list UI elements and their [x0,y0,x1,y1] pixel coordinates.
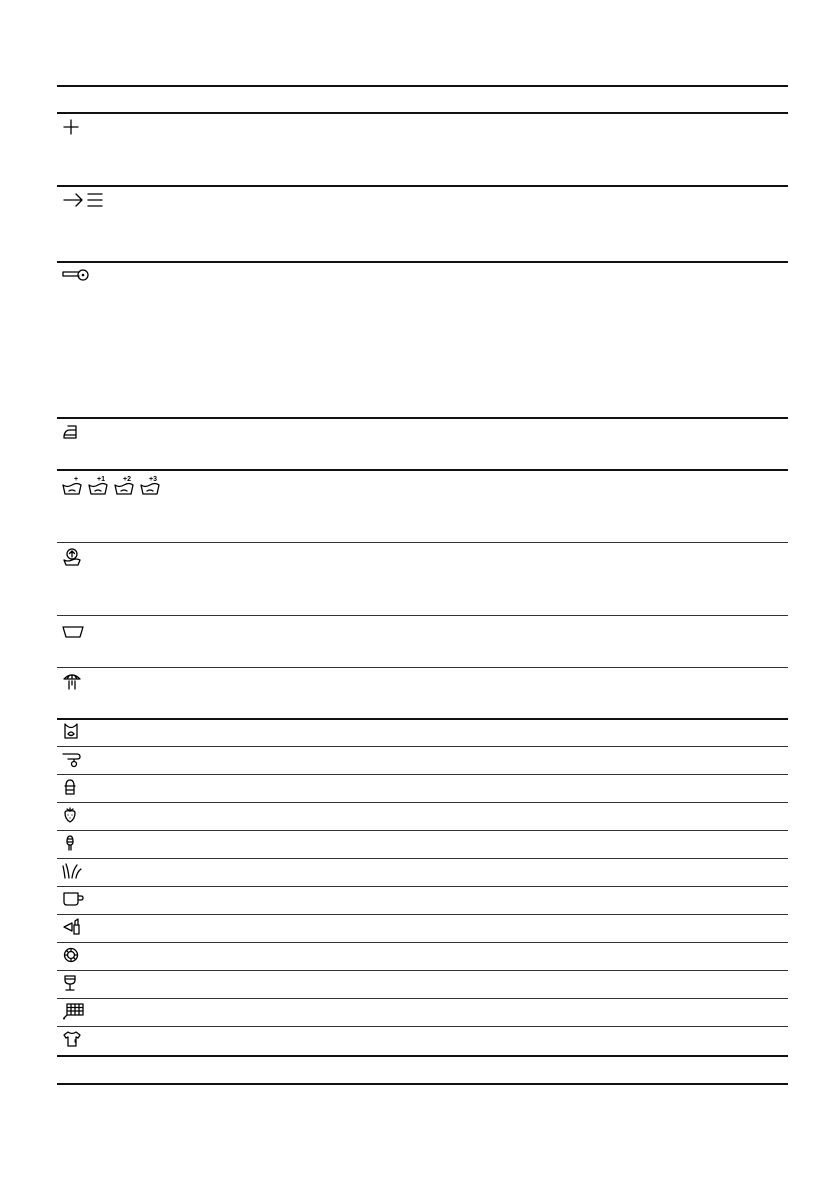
grill-icon [62,1002,84,1020]
steam-icon [62,672,82,690]
strawberry-icon [62,806,78,824]
extra-rinse-level-label: +2 [123,476,131,483]
stain-drip-icon [62,750,82,768]
arrow-to-list-icon [62,191,104,209]
soak-icon [62,547,82,567]
table-bottom-rule [57,1083,788,1085]
row-divider [57,914,788,915]
lipstick-icon [62,918,82,936]
row-divider [57,1055,788,1057]
row-divider [57,886,788,887]
corn-icon [62,834,78,852]
tub-icon [62,625,84,639]
row-divider [57,718,788,720]
row-divider [57,542,788,543]
stain-apron-icon [62,722,80,740]
row-divider [57,261,788,263]
coffee-cup-icon [62,890,86,908]
row-divider [57,830,788,831]
row-divider [57,417,788,419]
wine-glass-icon [62,974,78,992]
key-icon [62,268,90,282]
row-divider [57,858,788,859]
row-divider [57,185,788,187]
baby-bottle-icon [62,778,78,796]
iron-icon [62,424,80,440]
table-top-rule [57,85,788,87]
row-divider [57,802,788,803]
row-divider [57,667,788,668]
plus-icon [62,118,80,136]
row-divider [57,469,788,471]
tomato-icon [62,946,80,964]
extra-rinse-icon [62,474,162,496]
row-divider [57,1026,788,1027]
shirt-icon [62,1030,82,1048]
row-divider [57,615,788,616]
table-header-rule [57,112,788,114]
row-divider [57,998,788,999]
row-divider [57,746,788,747]
extra-rinse-level-label: +3 [149,476,157,483]
extra-rinse-level-label: +1 [97,476,105,483]
grass-icon [62,862,82,880]
extra-rinse-level-label: + [74,476,79,483]
row-divider [57,942,788,943]
row-divider [57,774,788,775]
row-divider [57,970,788,971]
